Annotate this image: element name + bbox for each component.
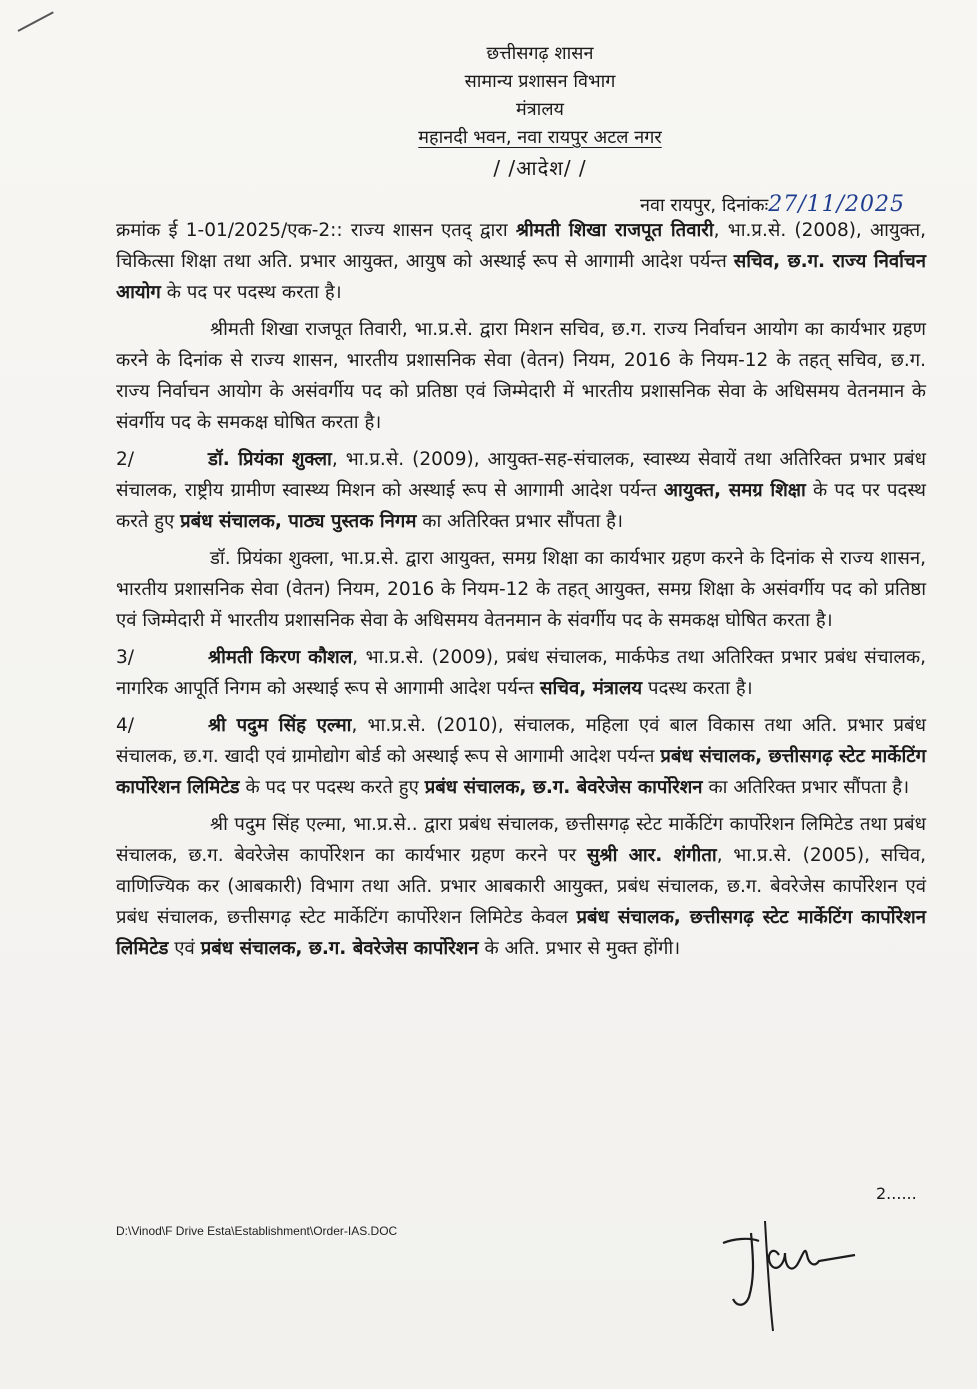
p6-text-2: के पद पर पदस्थ करते हुए — [239, 777, 425, 798]
p1-end: के पद पर पदस्थ करता है। — [160, 282, 342, 303]
office-address: महानदी भवन, नवा रायपुर अटल नगर — [418, 127, 662, 148]
paragraph-5 — [116, 642, 926, 704]
p1-posting: सचिव, छ.ग. राज्य निर्वाचन आयोग — [116, 251, 926, 303]
p5-posting: सचिव, मंत्रालय — [539, 678, 643, 699]
p5-text: , भा.प्र.से. (2009), प्रबंध संचालक, मार्कफेड तथा अतिरिक्त प्रभार प्रबंध संचालक, नागरिक आपूर्ति निगम को अस्थाई रूप से आगामी आदेश पर्यन्त — [116, 647, 926, 699]
p3-posting: आयुक्त, समग्र शिक्षा — [663, 480, 806, 501]
paragraph-4: डॉ. प्रियंका शुक्ला, भा.प्र.से. द्वारा आयुक्त, समग्र शिक्षा का कार्यभार ग्रहण करने के दिनांक से राज्य शासन, भारतीय प्रशासनिक सेवा (वेतन) नियम, 2016 के नियम-12 के तहत् आयुक्त, समग्र शिक्षा के असंवर्गीय पद को प्रतिष्ठा एवं जिम्मेदारी में भारतीय प्रशासनिक सेवा के अधिसमय वेतनमान के संवर्गीय पद के समकक्ष घोषित करता है। — [116, 548, 926, 631]
handwritten-signature — [715, 1215, 865, 1335]
p3-text-2: के पद पर पदस्थ करते हुए — [116, 480, 926, 532]
handwritten-date: 27/11/2025 — [768, 192, 906, 217]
p6-officer-name: श्री पदुम सिंह एल्मा — [208, 715, 352, 736]
p5-number: 3/ — [116, 647, 135, 668]
p3-additional-charge: प्रबंध संचालक, पाठ्य पुस्तक निगम — [180, 511, 417, 532]
document-header — [300, 40, 780, 182]
p1-officer-name: श्रीमती शिखा राजपूत तिवारी — [515, 220, 714, 241]
p7-end: के अति. प्रभार से मुक्त होंगी। — [478, 938, 681, 959]
p7-relieved-post-1: प्रबंध संचालक, छत्तीसगढ़ स्टेट मार्केटिंग कार्पोरेशन लिमिटेड — [116, 907, 926, 959]
p7-text-3: एवं — [168, 938, 201, 959]
paragraph-1 — [116, 215, 926, 308]
pen-stroke-mark — [18, 11, 54, 32]
paragraph-7 — [116, 809, 926, 964]
p3-end: का अतिरिक्त प्रभार सौंपता है। — [416, 511, 623, 532]
government-name: छत्तीसगढ़ शासन — [486, 43, 594, 64]
paragraph-2: श्रीमती शिखा राजपूत तिवारी, भा.प्र.से. द्वारा मिशन सचिव, छ.ग. राज्य निर्वाचन आयोग का कार्यभार ग्रहण करने के दिनांक से राज्य शासन, भारतीय प्रशासनिक सेवा (वेतन) नियम, 2016 के नियम-12 के तहत् सचिव, छ.ग. राज्य निर्वाचन आयोग के असंवर्गीय पद को प्रतिष्ठा एवं जिम्मेदारी में भारतीय प्रशासनिक सेवा के अधिसमय वेतनमान के संवर्गीय पद के समकक्ष घोषित करता है। — [116, 319, 926, 433]
department-name: सामान्य प्रशासन विभाग — [464, 71, 616, 92]
p7-text: श्री पदुम सिंह एल्मा, भा.प्र.से.. द्वारा प्रबंध संचालक, छत्तीसगढ़ स्टेट मार्केटिंग कार्पोरेशन लिमिटेड तथा प्रबंध संचालक, छ.ग. बेवरेजेस कार्पोरेशन का कार्यभार ग्रहण करने पर — [116, 814, 926, 866]
p7-relieved-post-2: प्रबंध संचालक, छ.ग. बेवरेजेस कार्पोरेशन — [200, 938, 479, 959]
p7-text-2: , भा.प्र.से. (2005), सचिव, वाणिज्यिक कर (आबकारी) विभाग तथा अति. प्रभार आबकारी आयुक्त, प्रबंध संचालक, छ.ग. बेवरेजेस कार्पोरेशन एवं प्रबंध संचालक, छत्तीसगढ़ स्टेट मार्केटिंग कार्पोरेशन लिमिटेड केवल — [116, 845, 926, 928]
p6-additional-charge: प्रबंध संचालक, छ.ग. बेवरेजेस कार्पोरेशन — [424, 777, 703, 798]
date-label: नवा रायपुर, दिनांकः — [640, 195, 769, 216]
order-title: / /आदेश/ / — [493, 156, 587, 180]
p7-officer-name: सुश्री आर. शंगीता — [587, 845, 717, 866]
file-path: D:\Vinod\F Drive Esta\Establishment\Order-IAS.DOC — [116, 1224, 398, 1238]
p6-number: 4/ — [116, 715, 135, 736]
order-body — [116, 215, 926, 970]
date-line — [640, 192, 960, 217]
p6-posting: प्रबंध संचालक, छत्तीसगढ़ स्टेट मार्केटिंग कार्पोरेशन लिमिटेड — [116, 746, 927, 798]
p5-officer-name: श्रीमती किरण कौशल — [208, 647, 353, 668]
p1-text: , भा.प्र.से. (2008), आयुक्त, चिकित्सा शिक्षा तथा अति. प्रभार आयुक्त, आयुष को अस्थाई रूप से आगामी आदेश पर्यन्त — [116, 220, 926, 272]
p3-officer-name: डॉ. प्रियंका शुक्ला — [208, 449, 332, 470]
p1-prefix: क्रमांक ई 1-01/2025/एक-2:: राज्य शासन एतद् द्वारा — [116, 220, 516, 241]
p6-text: , भा.प्र.से. (2010), संचालक, महिला एवं बाल विकास तथा अति. प्रभार प्रबंध संचालक, छ.ग. खादी एवं ग्रामोद्योग बोर्ड को अस्थाई रूप से आगामी आदेश पर्यन्त — [116, 715, 926, 767]
paragraph-6 — [116, 710, 926, 803]
office-name: मंत्रालय — [515, 99, 564, 120]
page-continuation: 2...... — [876, 1184, 917, 1203]
p5-end: पदस्थ करता है। — [642, 678, 753, 699]
paragraph-3 — [116, 444, 926, 537]
p3-number: 2/ — [116, 449, 135, 470]
p3-text: , भा.प्र.से. (2009), आयुक्त-सह-संचालक, स्वास्थ्य सेवायें तथा अतिरिक्त प्रभार प्रबंध संचालक, राष्ट्रीय ग्रामीण स्वास्थ्य मिशन को अस्थाई रूप से आगामी आदेश पर्यन्त — [116, 449, 926, 501]
p6-end: का अतिरिक्त प्रभार सौंपता है। — [702, 777, 910, 798]
